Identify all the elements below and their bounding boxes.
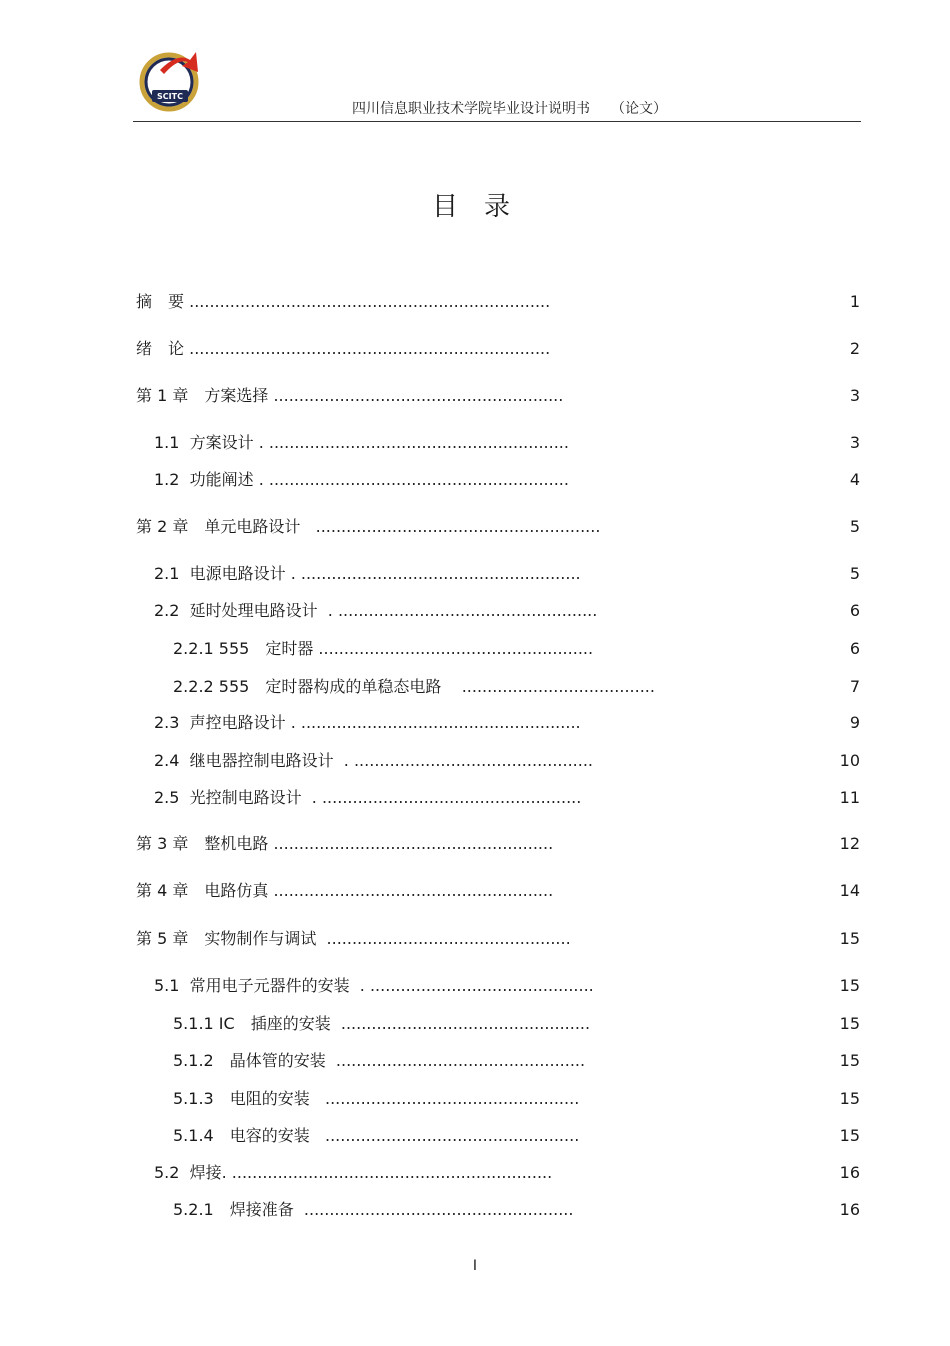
toc-page-number: 6 — [849, 601, 860, 620]
toc-leader: ................................................. — [325, 1051, 586, 1070]
toc-entry[interactable] — [173, 676, 860, 698]
toc-entry[interactable] — [173, 1050, 860, 1072]
toc-leader: ........................................................ — [300, 517, 601, 536]
toc-entry[interactable] — [154, 1162, 860, 1184]
toc-page-number: 1 — [849, 292, 860, 311]
toc-leader: ................................................ — [316, 929, 571, 948]
toc-page-number: 4 — [849, 470, 860, 489]
toc-entry[interactable] — [136, 928, 860, 950]
toc-entry-label: 第 2 章 单元电路设计 — [136, 517, 301, 536]
header-title: 四川信息职业技术学院毕业设计说明书 （论文） — [352, 101, 667, 117]
toc-leader: ....................................................................... — [189, 339, 551, 358]
toc-entry[interactable] — [154, 975, 860, 997]
toc-entry-label: 第 4 章 电路仿真 — [136, 881, 269, 900]
toc-leader: . ........................................................... — [253, 470, 569, 489]
toc-entry[interactable] — [154, 787, 860, 809]
toc-page-number: 10 — [839, 751, 860, 770]
toc-entry[interactable] — [154, 600, 860, 622]
toc-entry[interactable] — [136, 880, 860, 902]
toc-page-number: 15 — [839, 929, 860, 948]
toc-entry[interactable] — [154, 469, 860, 491]
toc-page-number: 11 — [839, 788, 860, 807]
toc-entry[interactable] — [154, 712, 860, 734]
toc-entry[interactable] — [136, 385, 860, 407]
toc-page-number: 3 — [849, 433, 860, 452]
toc-leader: . ................................................... — [317, 601, 598, 620]
toc-page-number: 15 — [839, 1126, 860, 1145]
toc-entry-label: 5.1 常用电子元器件的安装 — [154, 976, 350, 995]
toc-entry[interactable] — [136, 291, 860, 313]
toc-page-number: 2 — [849, 339, 860, 358]
toc-entry[interactable] — [173, 1199, 860, 1221]
toc-entry-label: 2.2.1 555 定时器 — [173, 639, 314, 658]
toc-entry-label: 5.2 焊接 — [154, 1163, 222, 1182]
toc-page-number: 16 — [839, 1200, 860, 1219]
toc-page-number: 9 — [849, 713, 860, 732]
toc-leader: ...................................... — [441, 677, 655, 696]
toc-page-number: 15 — [839, 1051, 860, 1070]
toc-entry-label: 2.5 光控制电路设计 — [154, 788, 302, 807]
toc-entry[interactable] — [173, 1088, 860, 1110]
toc-leader: ..................................................... — [293, 1200, 574, 1219]
toc-entry[interactable] — [154, 432, 860, 454]
toc-leader: . ............................................... — [333, 751, 594, 770]
toc-leader: ....................................................... — [268, 881, 554, 900]
toc-leader: . ........................................................... — [253, 433, 569, 452]
toc-page-number: 15 — [839, 1089, 860, 1108]
toc-leader: ....................................................... — [268, 834, 554, 853]
toc-entry-label: 5.1.1 IC 插座的安装 — [173, 1014, 331, 1033]
toc-entry-label: 5.1.4 电容的安装 — [173, 1126, 310, 1145]
page-number-footer: I — [472, 1258, 478, 1274]
toc-page-number: 3 — [849, 386, 860, 405]
toc-entry[interactable] — [154, 563, 860, 585]
toc-page-number: 14 — [839, 881, 860, 900]
toc-entry[interactable] — [173, 638, 860, 660]
toc-leader: . ....................................................... — [285, 713, 581, 732]
toc-leader: ....................................................................... — [189, 292, 551, 311]
toc-leader: . ............................................ — [349, 976, 594, 995]
toc-leader: .................................................. — [309, 1126, 580, 1145]
toc-page-number: 6 — [849, 639, 860, 658]
toc-entry[interactable] — [136, 833, 860, 855]
header-divider — [133, 121, 861, 122]
toc-entry-label: 5.1.3 电阻的安装 — [173, 1089, 310, 1108]
toc-leader: . ....................................................... — [285, 564, 581, 583]
toc-entry-label: 第 1 章 方案选择 — [136, 386, 269, 405]
page-title: 目录 — [431, 192, 536, 222]
toc-leader: .................................................. — [309, 1089, 580, 1108]
toc-entry-label: 1.1 方案设计 — [154, 433, 254, 452]
toc-entry-label: 1.2 功能阐述 — [154, 470, 254, 489]
toc-entry[interactable] — [136, 338, 860, 360]
toc-leader: ...................................................... — [313, 639, 594, 658]
toc-entry-label: 2.3 声控电路设计 — [154, 713, 286, 732]
toc-entry[interactable] — [173, 1013, 860, 1035]
toc-entry[interactable] — [154, 750, 860, 772]
toc-page-number: 5 — [849, 517, 860, 536]
toc-leader: . ............................................................... — [221, 1163, 553, 1182]
logo-text: SCITC — [157, 92, 183, 101]
toc-entry-label: 摘 要 — [136, 292, 185, 311]
toc-entry-label: 第 3 章 整机电路 — [136, 834, 269, 853]
toc-entry-label: 第 5 章 实物制作与调试 — [136, 929, 317, 948]
toc-entry-label: 2.2 延时处理电路设计 — [154, 601, 318, 620]
toc-page-number: 15 — [839, 1014, 860, 1033]
college-logo — [138, 44, 204, 114]
toc-entry-label: 5.2.1 焊接准备 — [173, 1200, 294, 1219]
toc-entry-label: 2.2.2 555 定时器构成的单稳态电路 — [173, 677, 442, 696]
toc-entry-label: 5.1.2 晶体管的安装 — [173, 1051, 326, 1070]
toc-entry[interactable] — [136, 516, 860, 538]
toc-entry-label: 绪 论 — [136, 339, 185, 358]
toc-page-number: 12 — [839, 834, 860, 853]
toc-leader: . ................................................... — [301, 788, 582, 807]
toc-entry[interactable] — [173, 1125, 860, 1147]
toc-page-number: 5 — [849, 564, 860, 583]
toc-page-number: 7 — [849, 677, 860, 696]
toc-entry-label: 2.1 电源电路设计 — [154, 564, 286, 583]
toc-page-number: 16 — [839, 1163, 860, 1182]
toc-leader: ................................................. — [330, 1014, 591, 1033]
toc-page-number: 15 — [839, 976, 860, 995]
toc-leader: ......................................................... — [268, 386, 564, 405]
toc-entry-label: 2.4 继电器控制电路设计 — [154, 751, 334, 770]
